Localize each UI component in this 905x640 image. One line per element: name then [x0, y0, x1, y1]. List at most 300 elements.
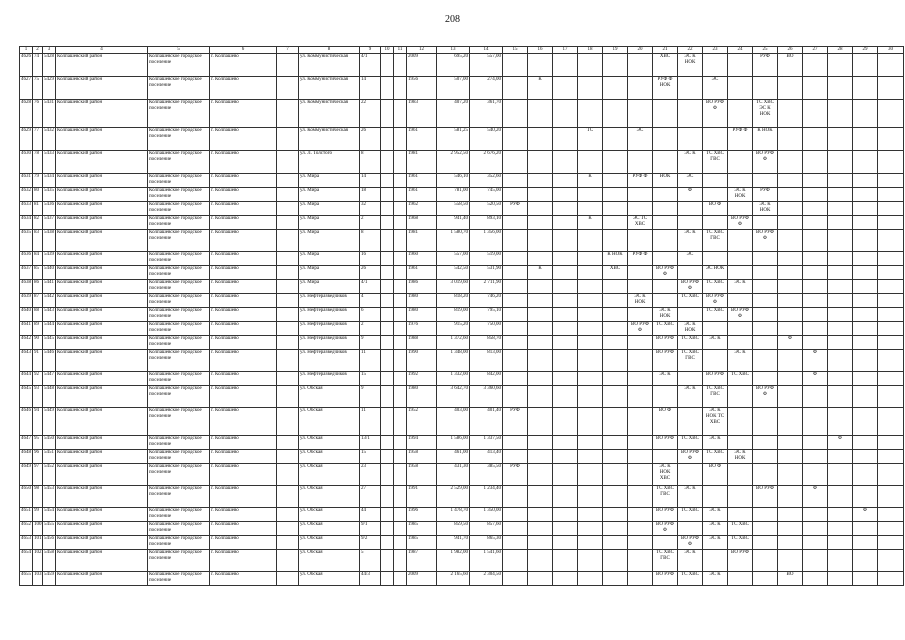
table-cell	[878, 350, 904, 372]
table-cell	[503, 266, 528, 280]
table-cell	[878, 54, 904, 77]
table-cell	[394, 536, 407, 550]
table-cell	[878, 294, 904, 308]
table-cell	[878, 230, 904, 252]
table-row	[20, 230, 904, 252]
table-row	[20, 280, 904, 294]
table-cell	[753, 536, 778, 550]
table-cell	[653, 230, 678, 252]
table-cell	[277, 188, 299, 202]
table-cell	[703, 322, 728, 336]
table-cell	[578, 372, 603, 386]
table-cell	[803, 294, 828, 308]
table-cell: 103	[33, 572, 43, 586]
table-cell: 5	[360, 550, 381, 572]
table-cell: 9	[360, 336, 381, 350]
table-cell: г. Колпашево	[210, 464, 277, 486]
table-cell	[553, 294, 578, 308]
table-cell: 2 711,90	[470, 280, 503, 294]
table-cell: Колпашевский район	[56, 252, 148, 266]
table-cell	[753, 408, 778, 436]
table-cell: 2 676,20	[470, 151, 503, 174]
table-cell: Колпашевское городское поселение	[148, 522, 210, 536]
table-cell	[828, 486, 853, 508]
table-cell	[628, 522, 653, 536]
table-row	[20, 54, 904, 77]
table-row	[20, 151, 904, 174]
table-cell: 98	[33, 486, 43, 508]
table-cell: 4632	[20, 188, 33, 202]
table-cell	[603, 550, 628, 572]
table-cell: г. Колпашево	[210, 486, 277, 508]
table-cell: Колпашевское городское поселение	[148, 486, 210, 508]
table-cell	[853, 536, 878, 550]
table-row	[20, 436, 904, 450]
table-cell: 4633	[20, 202, 33, 216]
table-cell	[603, 77, 628, 100]
table-cell: 941,40	[437, 216, 470, 230]
table-cell: 865,30	[470, 536, 503, 550]
table-cell: 1 478,70	[437, 508, 470, 522]
table-cell	[503, 350, 528, 372]
table-cell: 5451	[43, 450, 56, 464]
table-cell: Колпашевское городское поселение	[148, 408, 210, 436]
table-cell	[528, 550, 553, 572]
table-cell: Колпашевский район	[56, 266, 148, 280]
table-cell	[277, 230, 299, 252]
table-cell	[528, 230, 553, 252]
table-cell	[503, 436, 528, 450]
table-cell	[878, 151, 904, 174]
table-cell	[394, 308, 407, 322]
table-cell	[503, 216, 528, 230]
table-cell: ВО РУФ	[653, 572, 678, 586]
table-cell: ЭС К НОК ХВС	[653, 464, 678, 486]
table-cell	[878, 550, 904, 572]
table-cell	[503, 188, 528, 202]
table-cell: 27	[360, 486, 381, 508]
table-cell: 4/1	[360, 54, 381, 77]
table-cell: ЭС К НОК	[678, 322, 703, 336]
table-cell	[853, 486, 878, 508]
table-cell	[381, 450, 394, 464]
table-cell	[703, 54, 728, 77]
table-cell: Ф	[853, 508, 878, 522]
table-cell: 2 529,00	[437, 486, 470, 508]
table-cell: ЭС	[678, 252, 703, 266]
table-cell: ул. Обская	[299, 536, 360, 550]
table-cell: ул. Обская	[299, 572, 360, 586]
table-cell: Колпашевское городское поселение	[148, 550, 210, 572]
column-number-cell: 5	[148, 47, 210, 54]
table-cell: 519,00	[470, 252, 503, 266]
table-cell: 1961	[407, 188, 437, 202]
table-cell	[878, 336, 904, 350]
table-cell	[853, 54, 878, 77]
table-cell	[828, 202, 853, 216]
table-cell	[553, 450, 578, 464]
table-cell: Колпашевский район	[56, 508, 148, 522]
table-cell: г. Колпашево	[210, 174, 277, 188]
table-cell: 76	[33, 100, 43, 128]
table-cell: г. Колпашево	[210, 230, 277, 252]
table-cell: 4655	[20, 572, 33, 586]
table-cell: 5453	[43, 486, 56, 508]
table-cell: 9/1	[360, 522, 381, 536]
table-cell: 81	[33, 202, 43, 216]
table-row	[20, 77, 904, 100]
table-cell	[753, 322, 778, 336]
table-cell: Колпашевский район	[56, 572, 148, 586]
table-cell	[394, 128, 407, 151]
table-cell	[878, 386, 904, 408]
table-cell	[603, 151, 628, 174]
table-cell	[778, 266, 803, 280]
table-cell: г. Колпашево	[210, 536, 277, 550]
table-cell	[628, 230, 653, 252]
table-cell: ТС ХВС	[703, 280, 728, 294]
table-cell	[578, 294, 603, 308]
table-cell	[394, 294, 407, 308]
table-cell	[528, 572, 553, 586]
table-cell	[277, 486, 299, 508]
table-cell	[828, 350, 853, 372]
table-cell: Колпашевский район	[56, 151, 148, 174]
table-cell	[394, 350, 407, 372]
table-cell	[828, 386, 853, 408]
table-cell: 85	[33, 266, 43, 280]
table-cell: 461,00	[437, 450, 470, 464]
table-cell: ВО РУФ Ф	[753, 230, 778, 252]
table-cell: 4628	[20, 100, 33, 128]
table-cell	[394, 464, 407, 486]
table-cell	[728, 408, 753, 436]
table-cell: Колпашевское городское поселение	[148, 464, 210, 486]
table-cell: К НОК	[753, 128, 778, 151]
table-cell	[603, 174, 628, 188]
table-cell	[381, 464, 394, 486]
table-cell	[653, 188, 678, 202]
table-cell: 5436	[43, 202, 56, 216]
table-cell	[753, 350, 778, 372]
column-number-cell: 14	[470, 47, 503, 54]
table-cell	[878, 202, 904, 216]
table-cell: ТС ХВС	[703, 308, 728, 322]
table-cell	[394, 202, 407, 216]
table-cell: 6	[360, 308, 381, 322]
table-cell: ВО РУФ	[753, 486, 778, 508]
table-cell	[528, 216, 553, 230]
table-cell: 531,90	[470, 266, 503, 280]
table-cell: Колпашевский район	[56, 322, 148, 336]
table-cell: Колпашевский район	[56, 54, 148, 77]
table-cell: ЭС К НОК ТС ХВС	[703, 408, 728, 436]
table-cell: РУФ Ф	[628, 252, 653, 266]
table-cell	[878, 216, 904, 230]
column-number-cell: 12	[407, 47, 437, 54]
table-cell	[553, 54, 578, 77]
table-cell	[653, 216, 678, 230]
table-cell	[553, 350, 578, 372]
table-cell	[628, 77, 653, 100]
table-cell: ЭС К	[653, 372, 678, 386]
table-cell	[578, 450, 603, 464]
table-cell: 4637	[20, 266, 33, 280]
table-cell: 3 360,60	[470, 386, 503, 408]
table-cell	[828, 464, 853, 486]
table-cell: 82	[33, 216, 43, 230]
table-row	[20, 100, 904, 128]
table-cell	[553, 216, 578, 230]
table-cell	[394, 174, 407, 188]
table-cell	[628, 308, 653, 322]
table-cell	[394, 252, 407, 266]
table-cell: К	[578, 174, 603, 188]
table-cell: Колпашевский район	[56, 294, 148, 308]
table-cell: 4643	[20, 350, 33, 372]
table-cell	[803, 54, 828, 77]
table-cell: ЭС К	[703, 536, 728, 550]
table-cell	[803, 408, 828, 436]
table-cell	[728, 464, 753, 486]
table-cell: 44/3	[360, 572, 381, 586]
table-cell	[381, 336, 394, 350]
table-cell	[678, 202, 703, 216]
table-cell	[878, 280, 904, 294]
table-cell	[528, 322, 553, 336]
table-cell: Колпашевское городское поселение	[148, 386, 210, 408]
table-cell	[803, 308, 828, 322]
table-cell	[381, 536, 394, 550]
table-cell: 4634	[20, 216, 33, 230]
table-cell: Колпашевское городское поселение	[148, 174, 210, 188]
table-cell	[828, 280, 853, 294]
table-cell: 2	[360, 216, 381, 230]
table-cell: Колпашевское городское поселение	[148, 322, 210, 336]
table-cell	[853, 151, 878, 174]
table-cell: г. Колпашево	[210, 77, 277, 100]
table-cell	[853, 294, 878, 308]
table-cell: 13/1	[360, 436, 381, 450]
table-cell: ТС ХВС ГВС	[703, 386, 728, 408]
table-cell	[853, 408, 878, 436]
table-cell	[853, 372, 878, 386]
table-row	[20, 216, 904, 230]
table-cell: Колпашевское городское поселение	[148, 372, 210, 386]
table-cell: 1980	[407, 386, 437, 408]
table-cell: К	[528, 77, 553, 100]
table-cell: 5459	[43, 572, 56, 586]
table-cell: 80	[33, 188, 43, 202]
table-cell: Колпашевский район	[56, 436, 148, 450]
table-cell	[653, 100, 678, 128]
table-cell	[728, 336, 753, 350]
table-cell: 5441	[43, 280, 56, 294]
column-number-cell: 23	[703, 47, 728, 54]
column-number-cell: 19	[603, 47, 628, 54]
table-cell: ВО РУФ	[703, 372, 728, 386]
table-row	[20, 202, 904, 216]
table-cell	[878, 128, 904, 151]
table-row	[20, 550, 904, 572]
table-cell: ул. Обская	[299, 386, 360, 408]
table-cell	[803, 508, 828, 522]
table-cell: ЭС К	[703, 436, 728, 450]
table-cell	[753, 216, 778, 230]
table-cell: 77	[33, 128, 43, 151]
table-cell	[553, 522, 578, 536]
table-cell: ТС ХВС	[678, 508, 703, 522]
table-cell	[778, 100, 803, 128]
table-cell: 14	[360, 77, 381, 100]
table-cell	[803, 266, 828, 280]
table-cell	[878, 486, 904, 508]
table-cell: ХВС	[653, 54, 678, 77]
table-cell	[778, 350, 803, 372]
table-cell	[878, 322, 904, 336]
table-cell: ТС ХВС	[728, 536, 753, 550]
table-cell	[503, 450, 528, 464]
table-cell: ул. Мира	[299, 266, 360, 280]
table-cell	[728, 386, 753, 408]
table-cell	[277, 54, 299, 77]
table-cell: 4630	[20, 151, 33, 174]
table-cell: Колпашевский район	[56, 308, 148, 322]
table-row	[20, 386, 904, 408]
table-cell	[653, 202, 678, 216]
table-cell	[853, 464, 878, 486]
table-cell: ВО РУФ Ф	[628, 322, 653, 336]
table-cell	[553, 536, 578, 550]
table-cell	[753, 464, 778, 486]
table-cell: 2009	[407, 572, 437, 586]
table-cell: 1 356,00	[470, 230, 503, 252]
table-cell	[603, 230, 628, 252]
table-cell: Колпашевский район	[56, 188, 148, 202]
column-number-row	[20, 47, 904, 54]
table-cell	[381, 216, 394, 230]
table-cell	[277, 508, 299, 522]
table-cell: 859,50	[437, 522, 470, 536]
table-cell	[653, 128, 678, 151]
table-cell: 23	[360, 464, 381, 486]
table-cell: 2 952,50	[437, 151, 470, 174]
table-cell: 32	[360, 202, 381, 216]
table-cell	[753, 280, 778, 294]
table-cell: ВО РУФ Ф	[653, 522, 678, 536]
table-cell: г. Колпашево	[210, 280, 277, 294]
table-cell	[277, 174, 299, 188]
table-cell: 5440	[43, 266, 56, 280]
table-cell: 1 337,50	[470, 436, 503, 450]
table-cell	[381, 436, 394, 450]
table-row	[20, 336, 904, 350]
table-cell	[553, 572, 578, 586]
table-cell	[394, 572, 407, 586]
table-cell	[628, 188, 653, 202]
table-cell	[803, 77, 828, 100]
table-cell	[803, 230, 828, 252]
table-cell	[277, 350, 299, 372]
table-cell: ул. Обская	[299, 522, 360, 536]
table-cell: ЭС К	[703, 508, 728, 522]
table-cell: ул. Обская	[299, 408, 360, 436]
table-cell	[394, 386, 407, 408]
table-cell	[528, 350, 553, 372]
table-cell: ул. Обская	[299, 550, 360, 572]
table-cell	[394, 522, 407, 536]
table-cell: 4651	[20, 508, 33, 522]
table-cell	[828, 266, 853, 280]
table-cell	[778, 77, 803, 100]
table-cell	[394, 54, 407, 77]
table-cell: г. Колпашево	[210, 100, 277, 128]
table-cell: 5450	[43, 436, 56, 450]
table-cell: г. Колпашево	[210, 408, 277, 436]
table-cell: 8	[360, 151, 381, 174]
table-cell	[578, 280, 603, 294]
table-cell: ВО Ф	[703, 464, 728, 486]
table-cell: 88	[33, 308, 43, 322]
table-cell	[578, 252, 603, 266]
table-cell	[803, 280, 828, 294]
table-cell: 1985	[407, 522, 437, 536]
table-cell	[553, 230, 578, 252]
table-cell	[628, 350, 653, 372]
table-cell	[628, 151, 653, 174]
table-cell: ЭС	[678, 174, 703, 188]
table-cell	[703, 128, 728, 151]
table-cell: 99	[33, 508, 43, 522]
table-cell: 75	[33, 77, 43, 100]
table-cell	[603, 408, 628, 436]
table-cell	[628, 436, 653, 450]
table-cell: 4/1	[360, 280, 381, 294]
table-cell: 915,20	[437, 322, 470, 336]
table-cell: 96	[33, 450, 43, 464]
table-cell: Колпашевское городское поселение	[148, 252, 210, 266]
table-cell: 4	[360, 294, 381, 308]
table-cell: 1980	[407, 294, 437, 308]
table-cell: ВО РУФ Ф	[653, 266, 678, 280]
table-cell	[503, 128, 528, 151]
table-cell	[603, 522, 628, 536]
table-cell: 1961	[407, 174, 437, 188]
column-number-cell: 15	[503, 47, 528, 54]
table-cell	[778, 322, 803, 336]
table-cell: 1961	[407, 128, 437, 151]
table-cell: Колпашевский район	[56, 77, 148, 100]
table-cell: 15	[360, 450, 381, 464]
table-cell: 4640	[20, 308, 33, 322]
table-cell: 4646	[20, 408, 33, 436]
table-cell: К	[578, 216, 603, 230]
table-row	[20, 464, 904, 486]
table-cell: Ф	[803, 372, 828, 386]
table-cell	[778, 308, 803, 322]
table-cell: Колпашевское городское поселение	[148, 508, 210, 522]
table-row	[20, 128, 904, 151]
table-cell	[628, 464, 653, 486]
table-cell	[503, 252, 528, 266]
table-cell: 4647	[20, 436, 33, 450]
table-cell	[678, 372, 703, 386]
column-number-cell: 1	[20, 47, 33, 54]
table-cell	[753, 436, 778, 450]
table-cell: 403,00	[437, 408, 470, 436]
table-cell	[394, 486, 407, 508]
table-cell	[553, 386, 578, 408]
